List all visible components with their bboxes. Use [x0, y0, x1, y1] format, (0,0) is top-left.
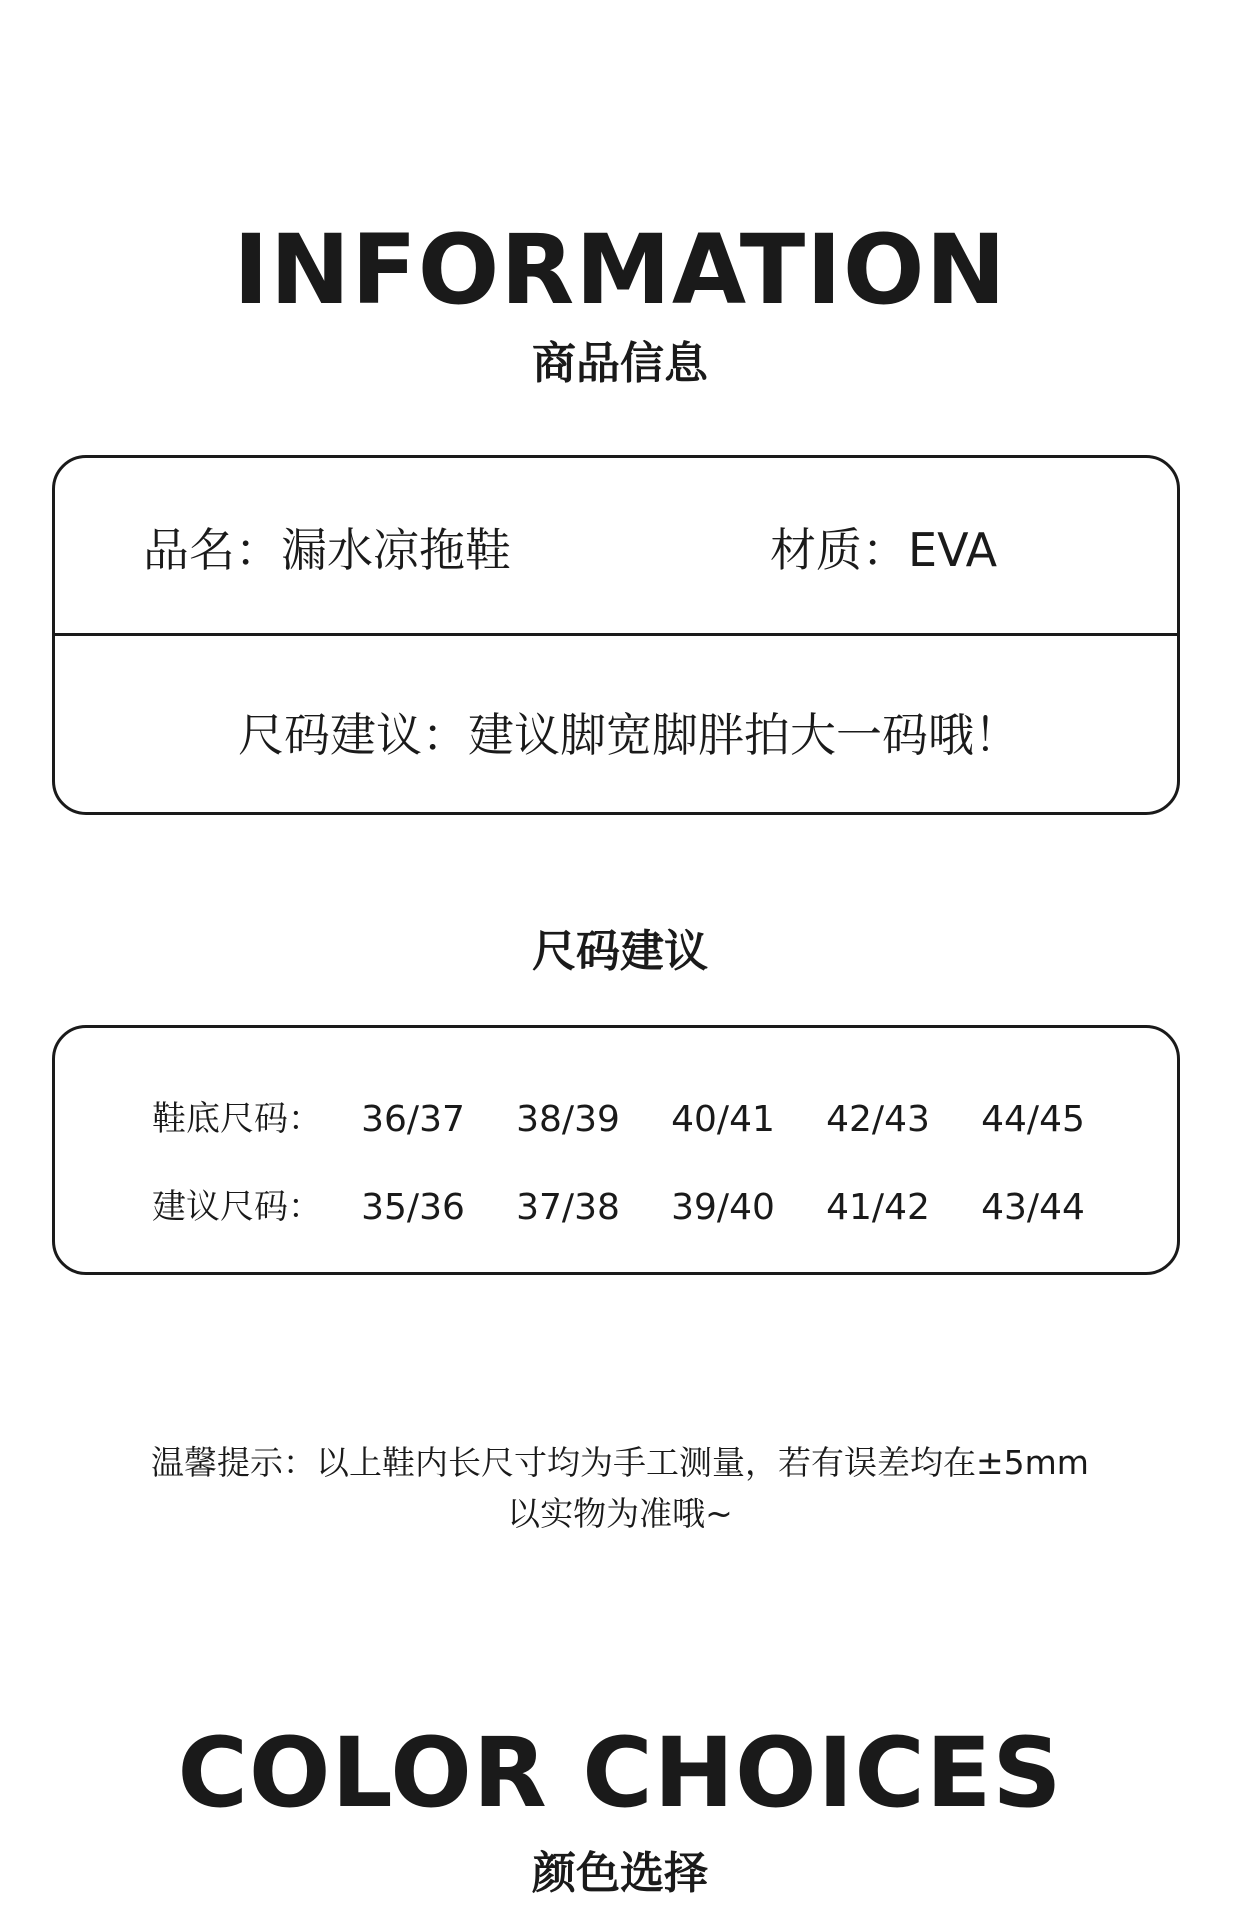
- information-title: INFORMATION: [233, 214, 1007, 326]
- size-cell: 43/44: [981, 1187, 1085, 1228]
- product-name: 品名：漏水凉拖鞋: [143, 523, 511, 577]
- size-cell: 42/43: [826, 1099, 930, 1140]
- size-section-title: 尺码建议: [532, 926, 708, 977]
- size-table: [52, 1025, 1180, 1275]
- information-subtitle: 商品信息: [532, 338, 708, 389]
- size-cell: 37/38: [516, 1187, 620, 1228]
- size-cell: 39/40: [671, 1187, 775, 1228]
- size-row-label: 建议尺码：: [152, 1187, 322, 1227]
- info-card-divider: [52, 633, 1180, 636]
- size-cell: 35/36: [361, 1187, 465, 1228]
- product-material: 材质：EVA: [770, 523, 998, 577]
- size-cell: 44/45: [981, 1099, 1085, 1140]
- size-cell: 41/42: [826, 1187, 930, 1228]
- tip-line-1: 温馨提示：以上鞋内长尺寸均为手工测量，若有误差均在±5mm: [151, 1443, 1089, 1482]
- color-choices-subtitle: 颜色选择: [532, 1848, 708, 1899]
- color-choices-title: COLOR CHOICES: [177, 1717, 1063, 1829]
- size-row-label: 鞋底尺码：: [152, 1099, 322, 1139]
- size-cell: 38/39: [516, 1099, 620, 1140]
- size-cell: 36/37: [361, 1099, 465, 1140]
- tip-line-2: 以实物为准哦~: [507, 1494, 733, 1533]
- size-cell: 40/41: [671, 1099, 775, 1140]
- size-advice-text: 尺码建议：建议脚宽脚胖拍大一码哦！: [238, 708, 1020, 762]
